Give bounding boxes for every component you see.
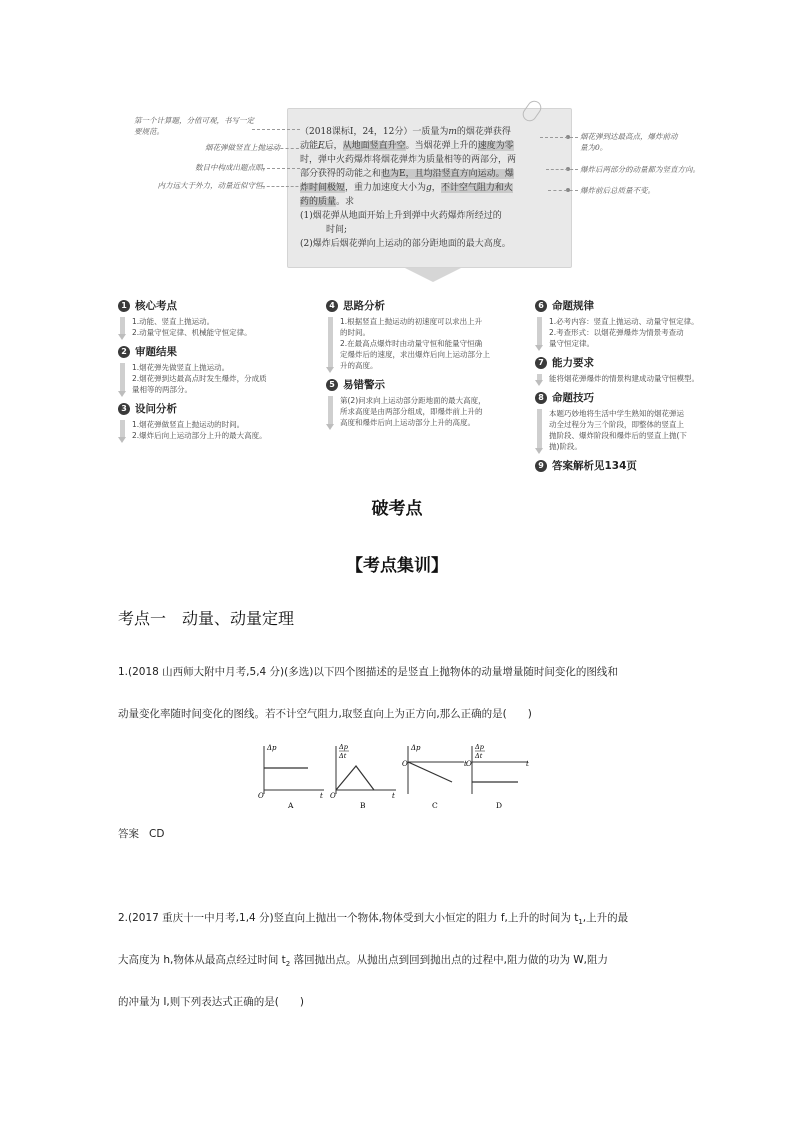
- section-line: 的时间。: [340, 328, 370, 337]
- x-label: t: [392, 792, 395, 800]
- leader-line: [262, 168, 350, 169]
- section-line: 抛阶段、爆炸阶段和爆炸后的竖直上抛(下: [549, 431, 687, 440]
- section-title: 核心考点: [135, 300, 177, 312]
- section-title: 设问分析: [135, 403, 177, 415]
- section-line: 1.烟花弹做竖直上抛运动的时间。: [132, 420, 245, 429]
- leader-line: [270, 148, 330, 149]
- leader-line: [252, 129, 300, 130]
- card-line-2: 动能E后，从地面竖直升空。当烟花弹上升的速度为零: [300, 141, 514, 151]
- card-line-4: 部分获得的动能之和也为E，且均沿竖直方向运动。爆: [300, 169, 514, 179]
- graph-b: [330, 743, 396, 810]
- section-line: 本题巧妙地将生活中学生熟知的烟花弹运: [549, 409, 684, 418]
- graph-option-label: B: [360, 801, 366, 810]
- card-line-1: （2018课标Ⅰ，24，12分）一质量为m的烟花弹获得: [300, 127, 511, 137]
- card-question-1: (1)烟花弹从地面开始上升到弹中火药爆炸所经过的: [300, 211, 502, 221]
- section-review-result: [118, 344, 323, 395]
- origin-label: O: [258, 792, 264, 800]
- note-left-1: 第一个计算题，分值可观，书写一定 要规范。: [134, 116, 254, 136]
- section-title: 审题结果: [135, 346, 177, 358]
- section-number-badge: 3: [118, 403, 130, 415]
- note-left-4: 内力远大于外力，动量近似守恒。: [157, 181, 270, 190]
- section-core-points: [118, 298, 323, 338]
- leader-line: [540, 137, 578, 138]
- section-line: 量守恒定律。: [549, 339, 594, 348]
- note-right-2: 爆炸后两部分的动量都为竖直方向。: [580, 165, 700, 174]
- leader-line: [548, 190, 578, 191]
- question-1-line-2: 动量变化率随时间变化的图线。若不计空气阻力,取竖直向上为正方向,那么正确的是( ): [118, 708, 532, 720]
- graphs-svg: [258, 742, 528, 812]
- origin-label: O: [402, 760, 408, 768]
- section-number-badge: 8: [535, 392, 547, 404]
- section-line: 2.考查形式：以烟花弹爆炸为情景考查动: [549, 328, 684, 337]
- section-line: 2.爆炸后向上运动部分上升的最大高度。: [132, 431, 267, 440]
- problem-card: [287, 108, 572, 268]
- section-line: 所求高度是由两部分组成，即爆炸前上升的: [340, 407, 483, 416]
- section-answer-ref: [535, 458, 750, 473]
- section-line: 2.在最高点爆炸时由动量守恒和能量守恒确: [340, 339, 483, 348]
- analysis-column-1: [118, 298, 323, 447]
- section-title: 易错警示: [343, 379, 385, 391]
- card-pointer-arrow: [405, 268, 461, 282]
- section-title: 思路分析: [343, 300, 385, 312]
- section-number-badge: 5: [326, 379, 338, 391]
- analysis-column-2: [326, 298, 531, 434]
- section-line: 1.必考内容：竖直上抛运动、动量守恒定律。: [549, 317, 699, 326]
- section-number-badge: 7: [535, 357, 547, 369]
- section-line: 量相等的两部分。: [132, 385, 192, 394]
- graph-option-label: D: [496, 801, 503, 810]
- question-2-line-3: 的冲量为 I,则下列表达式正确的是( ): [118, 996, 304, 1008]
- graph-line: [408, 762, 452, 782]
- x-label: t: [320, 792, 323, 800]
- section-line: 能将烟花弹爆炸的情景构建成动量守恒模型。: [549, 374, 699, 383]
- section-title: 命题规律: [552, 300, 594, 312]
- note-right-1: 烟花弹到达最高点，爆炸前动 量为0。: [580, 132, 678, 152]
- section-question-analysis: [118, 401, 323, 441]
- section-line: 抛)阶段。: [549, 442, 582, 451]
- section-number-badge: 9: [535, 460, 547, 472]
- leader-line: [546, 169, 578, 170]
- question-1-graphs: [258, 742, 528, 812]
- graph-c: [402, 744, 467, 810]
- question-1-line-1: 1.(2018 山西师大附中月考,5,4 分)(多选)以下四个图描述的是竖直上抛物体的动量增量随时间变化的图线和: [118, 666, 618, 678]
- note-left-2: 烟花弹做竖直上抛运动: [205, 143, 280, 152]
- note-left-3: 数目中构成出题点眼，: [195, 163, 270, 172]
- section-line: 1.烟花弹先做竖直上抛运动。: [132, 363, 230, 372]
- subsection-heading: 【考点集训】: [346, 556, 448, 576]
- section-line: 2.烟花弹到达最高点时发生爆炸，分成质: [132, 374, 267, 383]
- section-title: 答案解析见134页: [552, 460, 637, 472]
- card-line-5: 炸时间极短，重力加速度大小为g，不计空气阻力和火: [300, 183, 513, 193]
- section-patterns: [535, 298, 750, 349]
- y-label: Δp: [411, 744, 421, 752]
- section-line: 定爆炸后的速度，求出爆炸后向上运动部分上: [340, 350, 490, 359]
- x-label: t: [526, 760, 529, 768]
- x-label: t: [464, 760, 467, 768]
- analysis-column-3: [535, 298, 750, 473]
- note-right-3: 爆炸前后总质量不变。: [580, 186, 655, 195]
- section-number-badge: 1: [118, 300, 130, 312]
- section-line: 高度和爆炸后向上运动部分上升的高度。: [340, 418, 475, 427]
- section-number-badge: 6: [535, 300, 547, 312]
- topic-heading: 考点一 动量、动量定理: [118, 609, 295, 628]
- section-number-badge: 2: [118, 346, 130, 358]
- answer-label: 答案: [118, 828, 139, 840]
- section-pitfalls: [326, 377, 531, 428]
- section-title: 能力要求: [552, 357, 594, 369]
- section-line: 1.根据竖直上抛运动的初速度可以求出上升: [340, 317, 483, 326]
- y-label: Δp: [475, 743, 484, 751]
- graph-option-label: A: [288, 801, 294, 810]
- y-label-denominator: Δt: [339, 752, 347, 760]
- graph-d: [466, 743, 529, 810]
- graph-a: [258, 744, 324, 810]
- y-label: Δp: [339, 743, 348, 751]
- section-ability: [535, 355, 750, 384]
- y-label: Δp: [267, 744, 277, 752]
- section-approach: [326, 298, 531, 371]
- section-line: 升的高度。: [340, 361, 378, 370]
- section-techniques: [535, 390, 750, 452]
- graph-option-label: C: [432, 801, 438, 810]
- card-question-2: (2)爆炸后烟花弹向上运动的部分距地面的最大高度。: [300, 239, 511, 249]
- answer-line: [118, 826, 718, 841]
- origin-label: O: [330, 792, 336, 800]
- y-label-denominator: Δt: [475, 752, 483, 760]
- card-line-3: 时，弹中火药爆炸将烟花弹炸为质量相等的两部分，两: [300, 155, 517, 165]
- section-line: 第(2)问求向上运动部分距地面的最大高度，: [340, 396, 486, 405]
- question-2-line-1: 2.(2017 重庆十一中月考,1,4 分)竖直向上抛出一个物体,物体受到大小恒定的阻力 f,上升的时间为 $t_1$,上升的最: [118, 912, 629, 927]
- graph-line: [336, 766, 374, 790]
- section-line: 2.动量守恒定律、机械能守恒定律。: [132, 328, 252, 337]
- section-line: 1.动能、竖直上抛运动。: [132, 317, 215, 326]
- section-title: 命题技巧: [552, 392, 594, 404]
- section-number-badge: 4: [326, 300, 338, 312]
- card-question-1-cont: 时间;: [326, 225, 348, 235]
- answer-value: CD: [149, 828, 165, 840]
- leader-line: [262, 186, 308, 187]
- question-2-line-2: 大高度为 h,物体从最高点经过时间 $t_2$ 落回抛出点。从抛出点到回到抛出点的过程中,阻力做的功为 W,阻力: [118, 954, 608, 969]
- section-heading: 破考点: [371, 499, 423, 519]
- section-line: 动全过程分为三个阶段，即整体的竖直上: [549, 420, 684, 429]
- card-line-6: 药的质量。求: [300, 197, 355, 207]
- origin-label: O: [466, 760, 472, 768]
